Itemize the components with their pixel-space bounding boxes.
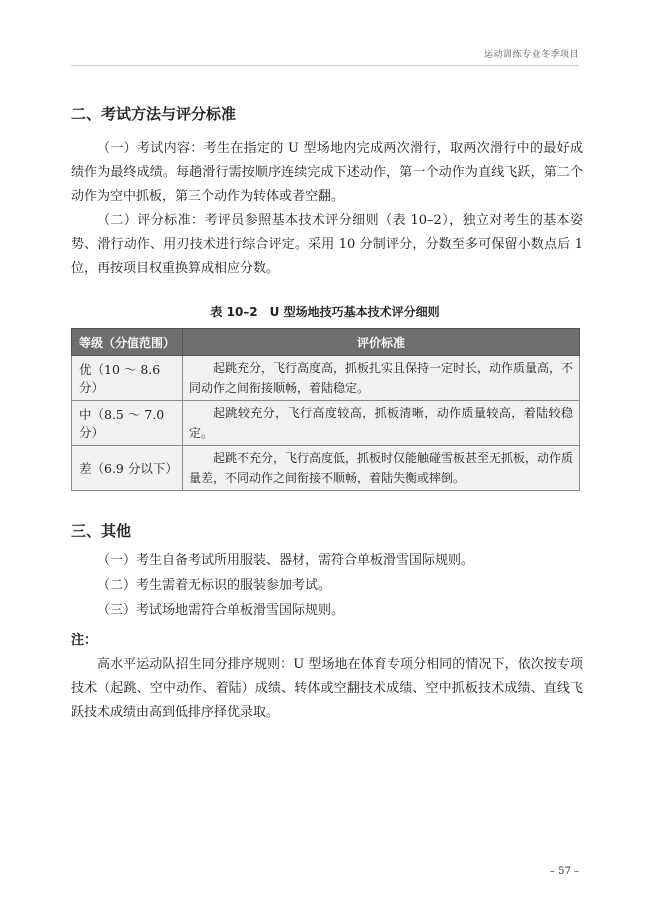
table-header-grade: 等级（分值范围）: [72, 329, 183, 356]
table-header-criteria: 评价标准: [183, 329, 580, 356]
table-header-row: [72, 329, 580, 356]
paragraph-scoring-standard: （二）评分标准：考评员参照基本技术评分细则（表 10–2），独立对考生的基本姿势、滑行动作、用刃技术进行综合评定。采用 10 分制评分，分数至多可保留小数点后 1 位，再按项目权重换算成相应分数。: [71, 213, 583, 276]
scoring-table: [71, 328, 580, 491]
table-row: [72, 356, 580, 401]
list-item: （二）考生需着无标识的服装参加考试。: [97, 578, 332, 593]
list-item: （一）考生自备考试所用服装、器材，需符合单板滑雪国际规则。: [97, 553, 475, 568]
criteria-cell: 起跳不充分，飞行高度低，抓板时仅能触碰雪板甚至无抓板，动作质量差，不同动作之间衔接不顺畅，着陆失衡或摔倒。: [183, 446, 580, 491]
note-label: 注：: [71, 633, 98, 648]
table-title: 表 10–2 U 型场地技巧基本技术评分细则: [210, 305, 440, 319]
criteria-cell: 起跳较充分，飞行高度较高，抓板清晰，动作质量较高，着陆较稳定。: [183, 401, 580, 446]
section-heading-other: 三、其他: [71, 522, 132, 540]
grade-cell: 差（6.9 分以下）: [72, 446, 183, 491]
note-text: 高水平运动队招生同分排序规则：U 型场地在体育专项分相同的情况下，依次按专项技术（起跳、空中动作、着陆）成绩、转体或空翻技术成绩、空中抓板技术成绩、直线飞跃技术成绩由高到低排序择优录取。: [71, 657, 583, 720]
header-rule: [71, 65, 579, 66]
paragraph-exam-content: （一）考试内容：考生在指定的 U 型场地内完成两次滑行，取两次滑行中的最好成绩作为最终成绩。每趟滑行需按顺序连续完成下述动作，第一个动作为直线飞跃，第二个动作为空中抓板，第三个动作为转体或者空翻。: [71, 141, 583, 204]
page-number: – 57 –: [549, 866, 579, 877]
section-heading-exam-method: 二、考试方法与评分标准: [71, 105, 237, 123]
running-header: 运动训练专业冬季项目: [483, 50, 579, 60]
grade-cell: 优（10 ～ 8.6 分）: [72, 356, 183, 401]
list-item: （三）考试场地需符合单板滑雪国际规则。: [97, 603, 345, 618]
table-row: [72, 401, 580, 446]
criteria-cell: 起跳充分，飞行高度高，抓板扎实且保持一定时长，动作质量高，不同动作之间衔接顺畅，着陆稳定。: [183, 356, 580, 401]
table-row: [72, 446, 580, 491]
grade-cell: 中（8.5 ～ 7.0 分）: [72, 401, 183, 446]
